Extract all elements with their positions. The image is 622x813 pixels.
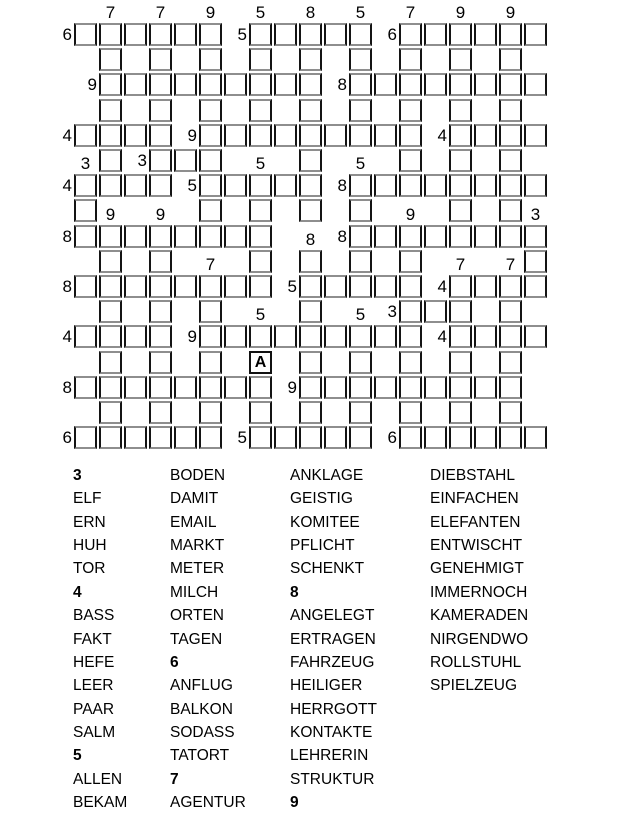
word-length-label: 7	[155, 3, 166, 22]
word-length-label: 7	[105, 3, 116, 22]
word-length-label: 5	[187, 176, 197, 195]
word-list-length-header: 6	[170, 654, 179, 671]
grid-cell[interactable]	[99, 401, 122, 424]
word-list-item: SPIELZEUG	[430, 677, 517, 694]
word-length-label: 4	[62, 327, 72, 346]
grid-cell[interactable]	[449, 376, 472, 399]
grid-cell[interactable]	[299, 426, 322, 449]
grid-cell[interactable]	[499, 401, 522, 424]
word-list-item: BODEN	[170, 467, 226, 484]
word-list-item: HUH	[73, 537, 107, 554]
word-list-item: PAAR	[73, 701, 115, 718]
word-list-item: ELEFANTEN	[430, 514, 521, 531]
word-length-label: 9	[187, 327, 197, 346]
word-length-label: 5	[255, 154, 266, 173]
grid-cell[interactable]	[124, 376, 147, 399]
grid-cell[interactable]	[399, 401, 422, 424]
word-list-item: PFLICHT	[290, 537, 355, 554]
grid-cell[interactable]	[199, 351, 222, 374]
grid-cell[interactable]	[399, 426, 422, 449]
word-list-item: TOR	[73, 560, 106, 577]
word-length-label: 9	[187, 126, 197, 145]
word-length-label: 4	[437, 277, 447, 296]
word-list-item: GENEHMIGT	[430, 560, 524, 577]
grid-cell[interactable]	[424, 426, 447, 449]
grid-cell[interactable]	[449, 401, 472, 424]
word-length-label: 8	[62, 227, 72, 246]
word-list-item: NIRGENDWO	[430, 631, 529, 648]
word-length-label: 4	[437, 126, 447, 145]
word-list-item: ORTEN	[170, 607, 224, 624]
word-list-item: HEFE	[73, 654, 115, 671]
word-list-item: KONTAKTE	[290, 724, 373, 741]
word-list-item: ELF	[73, 490, 102, 507]
word-length-label: 8	[337, 75, 347, 94]
word-list-item: SALM	[73, 724, 116, 741]
word-length-label: 7	[405, 3, 416, 22]
word-length-label: 6	[387, 428, 397, 447]
word-list-item: BASS	[73, 607, 115, 624]
word-list-item: MILCH	[170, 584, 219, 601]
grid-cell-prefilled[interactable]: A	[249, 351, 272, 374]
word-list-item: ERN	[73, 514, 106, 531]
grid-cell[interactable]	[349, 351, 372, 374]
grid-cell[interactable]	[99, 351, 122, 374]
word-list-length-header: 7	[170, 771, 179, 788]
word-length-label: 6	[62, 428, 72, 447]
word-length-label: 8	[62, 378, 72, 397]
word-length-label: 5	[355, 305, 366, 324]
word-length-label: 5	[287, 277, 297, 296]
grid-cell[interactable]	[399, 376, 422, 399]
word-length-label: 9	[205, 3, 216, 22]
word-list-item: ALLEN	[73, 771, 123, 788]
word-length-label: 7	[205, 255, 216, 274]
word-length-label: 4	[437, 327, 447, 346]
word-list-item: EMAIL	[170, 514, 217, 531]
word-length-label: 3	[387, 302, 397, 321]
word-list-item: ANFLUG	[170, 677, 233, 694]
word-length-label: 9	[455, 3, 466, 22]
grid-cell[interactable]	[199, 376, 222, 399]
word-length-label: 5	[255, 3, 266, 22]
word-list-length-header: 8	[290, 584, 299, 601]
word-length-label: 8	[62, 277, 72, 296]
word-length-label: 9	[87, 75, 97, 94]
grid-cell[interactable]	[224, 376, 247, 399]
word-list-item: SODASS	[170, 724, 235, 741]
word-list-item: ANGELEGT	[290, 607, 375, 624]
word-list-item: AGENTUR	[170, 794, 246, 811]
word-length-label: 5	[237, 25, 247, 44]
word-list-item: KOMITEE	[290, 514, 360, 531]
word-list-item: MARKT	[170, 537, 225, 554]
word-length-label: 8	[305, 230, 316, 249]
word-length-label: 5	[355, 3, 366, 22]
word-list-item: LEER	[73, 677, 114, 694]
word-length-label: 8	[305, 3, 316, 22]
grid-cell[interactable]	[474, 376, 497, 399]
grid-cell[interactable]	[149, 351, 172, 374]
grid-cell[interactable]	[449, 351, 472, 374]
word-list-item: IMMERNOCH	[430, 584, 528, 601]
word-length-label: 5	[355, 154, 366, 173]
word-list-item: KAMERADEN	[430, 607, 529, 624]
grid-cell[interactable]	[174, 426, 197, 449]
grid-cell[interactable]	[124, 426, 147, 449]
word-length-label: 8	[337, 227, 347, 246]
word-length-label: 6	[62, 25, 72, 44]
grid-cell[interactable]	[149, 426, 172, 449]
grid-cell[interactable]	[149, 376, 172, 399]
word-length-label: 7	[505, 255, 516, 274]
word-list-item: ERTRAGEN	[290, 631, 376, 648]
grid-cell[interactable]	[199, 401, 222, 424]
word-list-item: ANKLAGE	[290, 467, 364, 484]
grid-cell[interactable]	[499, 376, 522, 399]
word-list-item: HEILIGER	[290, 677, 363, 694]
grid-cell[interactable]	[249, 426, 272, 449]
grid-cell[interactable]	[299, 351, 322, 374]
word-length-label: 3	[137, 151, 147, 170]
word-list-length-header: 5	[73, 747, 82, 764]
word-list-length-header: 9	[290, 794, 299, 811]
grid-cell[interactable]	[299, 401, 322, 424]
word-length-label: 9	[405, 205, 416, 224]
word-length-label: 8	[337, 176, 347, 195]
word-list-item: STRUKTUR	[290, 771, 375, 788]
word-list-item: ENTWISCHT	[430, 537, 523, 554]
grid-cell[interactable]	[74, 376, 97, 399]
word-length-label: 5	[237, 428, 247, 447]
word-list-length-header: 3	[73, 467, 82, 484]
word-length-label: 9	[105, 205, 116, 224]
word-length-label: 5	[255, 305, 266, 324]
grid-cell[interactable]	[174, 376, 197, 399]
grid-cell[interactable]	[324, 376, 347, 399]
word-list-item: BALKON	[170, 701, 233, 718]
grid-cell[interactable]	[99, 426, 122, 449]
word-list-item: BEKAM	[73, 794, 128, 811]
grid-cell[interactable]	[524, 426, 547, 449]
word-list-item: ROLLSTUHL	[430, 654, 522, 671]
word-list-item: SCHENKT	[290, 560, 365, 577]
word-list-item: EINFACHEN	[430, 490, 519, 507]
grid-cell[interactable]	[474, 426, 497, 449]
grid-cell[interactable]	[74, 426, 97, 449]
grid-cell[interactable]	[249, 401, 272, 424]
grid-cell[interactable]	[99, 376, 122, 399]
word-list-item: METER	[170, 560, 225, 577]
word-length-label: 9	[287, 378, 297, 397]
grid-cell[interactable]	[324, 426, 347, 449]
word-list-item: FAKT	[73, 631, 112, 648]
grid-cell[interactable]	[349, 401, 372, 424]
word-list-item: GEISTIG	[290, 490, 353, 507]
grid-cell[interactable]	[274, 426, 297, 449]
word-length-label: 9	[155, 205, 166, 224]
grid-cell[interactable]	[449, 426, 472, 449]
grid-cell[interactable]	[149, 401, 172, 424]
word-length-label: 3	[530, 205, 541, 224]
grid-cell[interactable]	[424, 376, 447, 399]
word-list-item: DIEBSTAHL	[430, 467, 515, 484]
word-length-label: 4	[62, 176, 72, 195]
word-length-label: 6	[387, 25, 397, 44]
word-list-item: LEHRERIN	[290, 747, 369, 764]
grid-cell[interactable]	[499, 351, 522, 374]
word-length-label: 3	[80, 154, 91, 173]
word-list-item: TAGEN	[170, 631, 223, 648]
grid-cell[interactable]	[399, 351, 422, 374]
grid-cell[interactable]	[349, 376, 372, 399]
grid-cell[interactable]	[499, 426, 522, 449]
word-list-item: TATORT	[170, 747, 230, 764]
word-list-item: DAMIT	[170, 490, 219, 507]
word-list-item: HERRGOTT	[290, 701, 377, 718]
word-length-label: 7	[455, 255, 466, 274]
grid-cell[interactable]	[374, 376, 397, 399]
word-list-length-header: 4	[73, 584, 82, 601]
word-list-item: FAHRZEUG	[290, 654, 375, 671]
word-length-label: 4	[62, 126, 72, 145]
grid-cell[interactable]	[299, 376, 322, 399]
word-length-label: 9	[505, 3, 516, 22]
